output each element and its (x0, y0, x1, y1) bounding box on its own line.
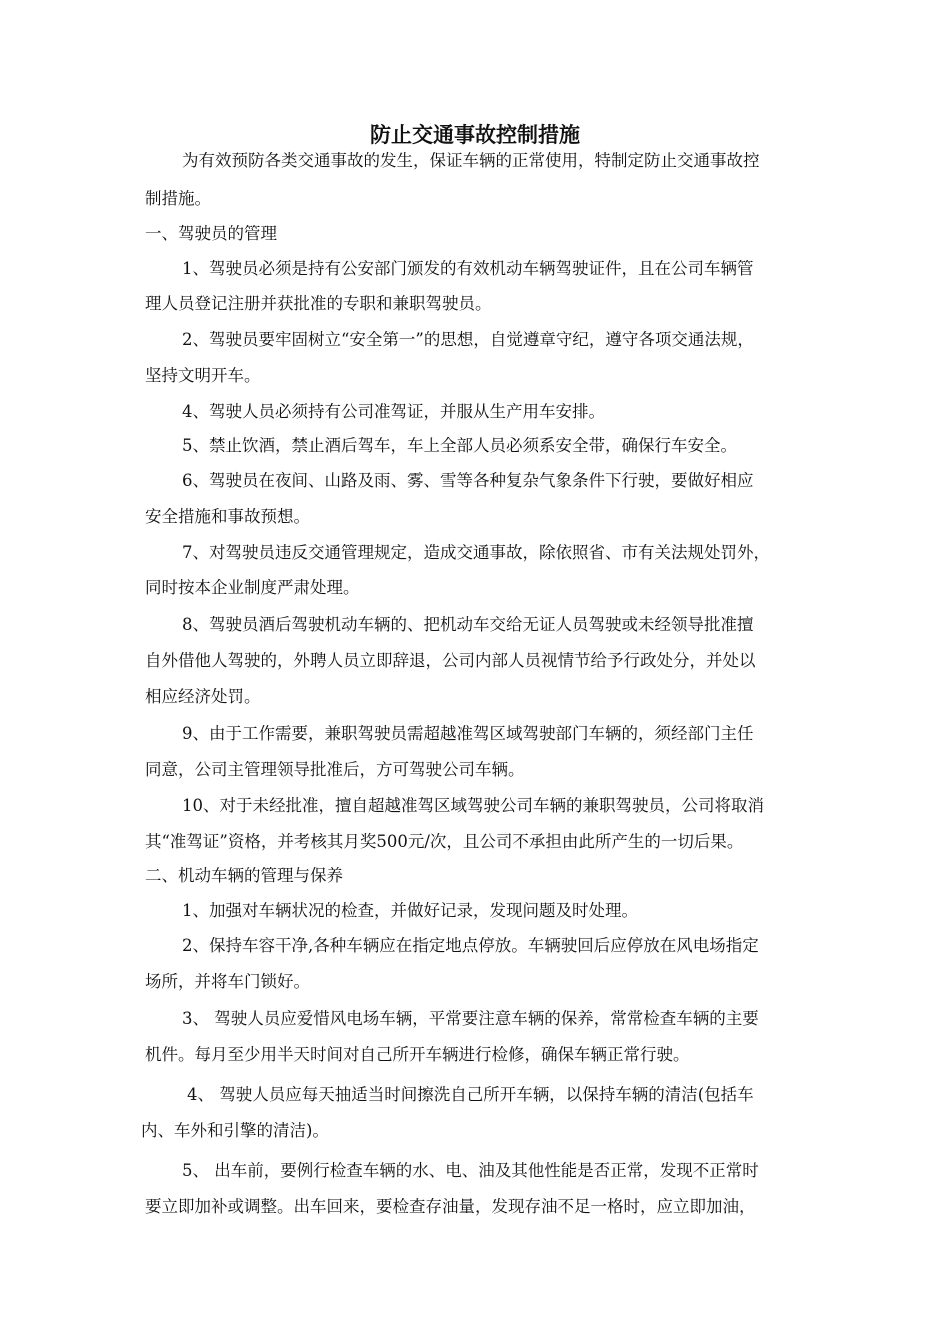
section-heading: 一、驾驶员的管理 (145, 224, 277, 243)
paragraph-line: 1、驾驶员必须是持有公安部门颁发的有效机动车辆驾驶证件，且在公司车辆管 (182, 259, 754, 278)
paragraph-line: 理人员登记注册并获批准的专职和兼职驾驶员。 (145, 294, 492, 313)
paragraph-line: 坚持文明开车。 (145, 366, 261, 385)
paragraph-line: 10、对于未经批准，擅自超越准驾区域驾驶公司车辆的兼职驾驶员，公司将取消 (182, 796, 764, 815)
paragraph-line: 9、由于工作需要，兼职驾驶员需超越准驾区域驾驶部门车辆的，须经部门主任 (182, 724, 754, 743)
paragraph-line: 相应经济处罚。 (145, 687, 261, 706)
document-title: 防止交通事故控制措施 (370, 122, 580, 147)
paragraph-line: 同意，公司主管理领导批准后，方可驾驶公司车辆。 (145, 760, 525, 779)
paragraph-line: 机件。每月至少用半天时间对自己所开车辆进行检修，确保车辆正常行驶。 (145, 1045, 690, 1064)
paragraph-line: 5、禁止饮酒，禁止酒后驾车，车上全部人员必须系安全带，确保行车安全。 (182, 436, 737, 455)
paragraph-line: 为有效预防各类交通事故的发生，保证车辆的正常使用，特制定防止交通事故控 (182, 151, 760, 170)
paragraph-line: 8、驾驶员酒后驾驶机动车辆的、把机动车交给无证人员驾驶或未经领导批准擅 (182, 615, 754, 634)
paragraph-line: 场所，并将车门锁好。 (145, 972, 310, 991)
paragraph-line: 制措施。 (145, 189, 211, 208)
paragraph-line: 要立即加补或调整。出车回来，要检查存油量，发现存油不足一格时，应立即加油， (145, 1197, 756, 1216)
paragraph-line: 安全措施和事故预想。 (145, 507, 310, 526)
section-heading: 二、机动车辆的管理与保养 (145, 866, 343, 885)
paragraph-line: 3、 驾驶人员应爱惜风电场车辆，平常要注意车辆的保养，常常检查车辆的主要 (182, 1009, 759, 1028)
paragraph-line: 2、保持车容干净,各种车辆应在指定地点停放。车辆驶回后应停放在风电场指定 (182, 936, 759, 955)
paragraph-line: 6、驾驶员在夜间、山路及雨、雾、雪等各种复杂气象条件下行驶，要做好相应 (182, 471, 754, 490)
paragraph-line: 5、 出车前，要例行检查车辆的水、电、油及其他性能是否正常，发现不正常时 (182, 1161, 759, 1180)
paragraph-line: 内、车外和引擎的清洁)。 (141, 1121, 329, 1140)
paragraph-line: 1、加强对车辆状况的检查，并做好记录，发现问题及时处理。 (182, 901, 638, 920)
paragraph-line: 2、驾驶员要牢固树立“安全第一”的思想，自觉遵章守纪，遵守各项交通法规， (182, 330, 754, 349)
paragraph-line: 4、 驾驶人员应每天抽适当时间擦洗自己所开车辆，以保持车辆的清洁(包括车 (187, 1085, 754, 1104)
paragraph-line: 自外借他人驾驶的，外聘人员立即辞退，公司内部人员视情节给予行政处分，并处以 (145, 651, 756, 670)
paragraph-line: 其“准驾证”资格，并考核其月奖500元/次，且公司不承担由此所产生的一切后果。 (145, 832, 744, 851)
paragraph-line: 7、对驾驶员违反交通管理规定，造成交通事故，除依照省、市有关法规处罚外， (182, 543, 770, 562)
paragraph-line: 同时按本企业制度严肃处理。 (145, 578, 360, 597)
paragraph-line: 4、驾驶人员必须持有公司准驾证，并服从生产用车安排。 (182, 402, 605, 421)
